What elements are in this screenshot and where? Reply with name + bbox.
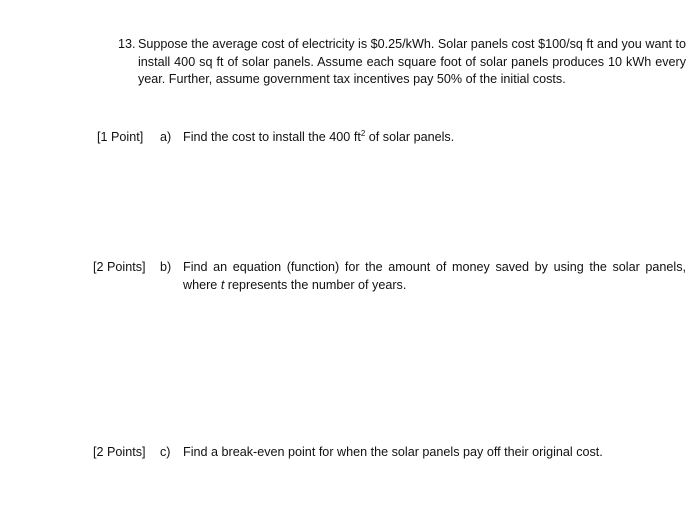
part-b-letter: b) <box>160 260 172 274</box>
part-b-points: [2 Points] <box>93 260 146 274</box>
part-a-text-after: of solar panels. <box>365 130 455 144</box>
part-b-question <box>183 259 686 294</box>
problem-statement: Suppose the average cost of electricity is $0.25/kWh. Solar panels cost $100/sq ft and you want to install 400 sq ft of solar panels. Assume each square foot of solar panels produces 10 kWh every year. Further, assume government tax incentives pay 50% of the initial costs. <box>138 37 686 86</box>
part-b-text-after: represents the number of years. <box>224 277 407 292</box>
part-a-superscript: 2 <box>360 129 366 138</box>
part-a-letter: a) <box>160 130 172 144</box>
part-a-points: [1 Point] <box>97 130 144 144</box>
part-a-text-before: Find the cost to install the 400 ft <box>183 130 361 144</box>
part-b-text-before: Find an equation (function) for the amount of money saved by using the solar panels, where <box>183 260 686 292</box>
problem-13 <box>118 36 686 89</box>
part-a-question <box>183 129 686 147</box>
part-c-question: Find a break-even point for when the solar panels pay off their original cost. <box>183 445 603 459</box>
part-c-points: [2 Points] <box>93 445 146 459</box>
part-c-letter: c) <box>160 445 171 459</box>
part-b-variable: t <box>220 277 225 292</box>
problem-number: 13. <box>118 37 136 51</box>
